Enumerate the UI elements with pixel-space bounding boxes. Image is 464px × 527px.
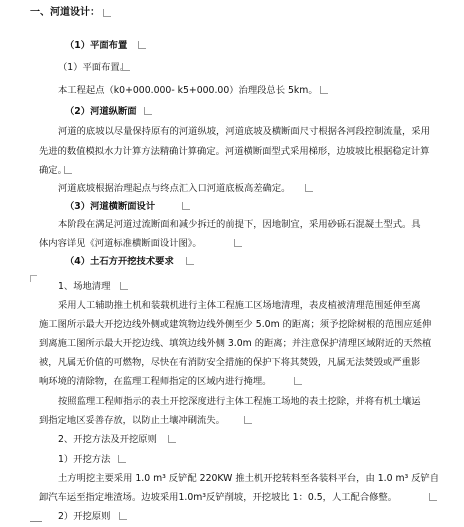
paragraph-mark — [186, 257, 194, 265]
paragraph-mark — [168, 435, 176, 443]
paragraph-mark — [320, 86, 328, 94]
heading-cross-section: （3）河道横断面设计 — [65, 201, 156, 212]
paragraph-mark — [294, 377, 302, 385]
paragraph-mark — [144, 107, 152, 115]
paragraph-mark — [305, 184, 313, 192]
section-title: 一、河道设计： — [30, 7, 100, 18]
site-clearing-paragraph-line: 响环境的清除物，在监理工程师指定的区域内进行掩埋。 — [39, 376, 272, 387]
profile-paragraph-line: 确定。 — [39, 165, 67, 176]
paragraph-mark — [103, 9, 111, 17]
site-clearing-paragraph-line: 按照监理工程师指示的表土开挖深度进行主体工程施工场地的表土挖除，并将有机土壤运 — [58, 396, 421, 407]
heading-earthwork: （4）土石方开挖技术要求 — [65, 256, 174, 267]
subsection-excavation: 2、开挖方法及开挖原则 — [58, 434, 157, 445]
plane-layout-subtitle: （1）平面布置。 — [58, 62, 129, 73]
excavation-paragraph-line: 卸汽车运至指定堆渣场。边坡采用1.0m³反铲削坡，开挖坡比 1：0.5，人工配合修整。 — [39, 492, 398, 503]
heading-longitudinal-profile: （2）河道纵断面 — [65, 106, 137, 117]
paragraph-mark — [120, 282, 128, 290]
site-clearing-paragraph-line: 到离施工图所示最大开挖边线、填筑边线外侧 3.0m 的距离；并注意保护清理区域附近的天然植 — [39, 338, 432, 349]
paragraph-mark — [429, 493, 437, 501]
page-margin-rule — [30, 521, 42, 522]
excavation-principle-heading: 2）开挖原则 — [58, 511, 111, 522]
heading-plane-layout: （1）平面布置 — [65, 40, 128, 51]
paragraph-mark — [138, 41, 146, 49]
paragraph-mark — [244, 416, 252, 424]
margin-corner-mark — [30, 275, 37, 282]
paragraph-mark — [118, 455, 126, 463]
site-clearing-paragraph-line: 采用人工辅助推土机和装载机进行主体工程施工区场地清理，表皮植被清理范围延伸至离 — [58, 300, 421, 311]
site-clearing-paragraph-line: 到指定地区妥善存放，以防止土壤冲刷流失。 — [39, 415, 225, 426]
profile-paragraph-line: 河道的底坡以尽量保持原有的河道纵坡，河道底坡及横断面尺寸根据各河段控制流量，采用 — [58, 126, 430, 137]
site-clearing-paragraph-line: 施工图所示最大开挖边线外侧或建筑物边线外侧至少 5.0m 的距离；须予挖除树根的范围应延伸 — [39, 319, 432, 330]
profile-paragraph-line: 河道底坡根据治理起点与终点汇入口河道底板高差确定。 — [58, 183, 291, 194]
paragraph-mark — [64, 166, 72, 174]
subsection-site-clearing: 1、场地清理 — [58, 281, 111, 292]
paragraph-mark — [182, 202, 190, 210]
plane-layout-text: 本工程起点（k0+000.000- k5+000.00）治理段总长 5km。 — [58, 85, 318, 96]
cross-section-paragraph-line: 体内容详见《河道标准横断面设计图》。 — [39, 238, 202, 249]
profile-paragraph-line: 先进的数值模拟水力计算方法精确计算确定。河道横断面型式采用梯形，边坡坡比根据稳定计算 — [39, 146, 430, 157]
paragraph-mark — [122, 63, 130, 71]
excavation-paragraph-line: 土方明挖主要采用 1.0 m³ 反铲配 220KW 推土机开挖转料至各装料平台，由 1.0 m³ 反铲自 — [58, 473, 440, 484]
excavation-method-heading: 1）开挖方法 — [58, 454, 111, 465]
site-clearing-paragraph-line: 被，凡属无价值的可燃物，尽快在有消防安全措施的保护下将其焚毁，凡属无法焚毁或严重影 — [39, 357, 421, 368]
paragraph-mark — [234, 239, 242, 247]
cross-section-paragraph-line: 本阶段在满足河道过流断面和减少拆迁的前提下，因地制宜，采用砂砾石混凝土型式。具 — [58, 219, 421, 230]
paragraph-mark — [119, 512, 127, 520]
